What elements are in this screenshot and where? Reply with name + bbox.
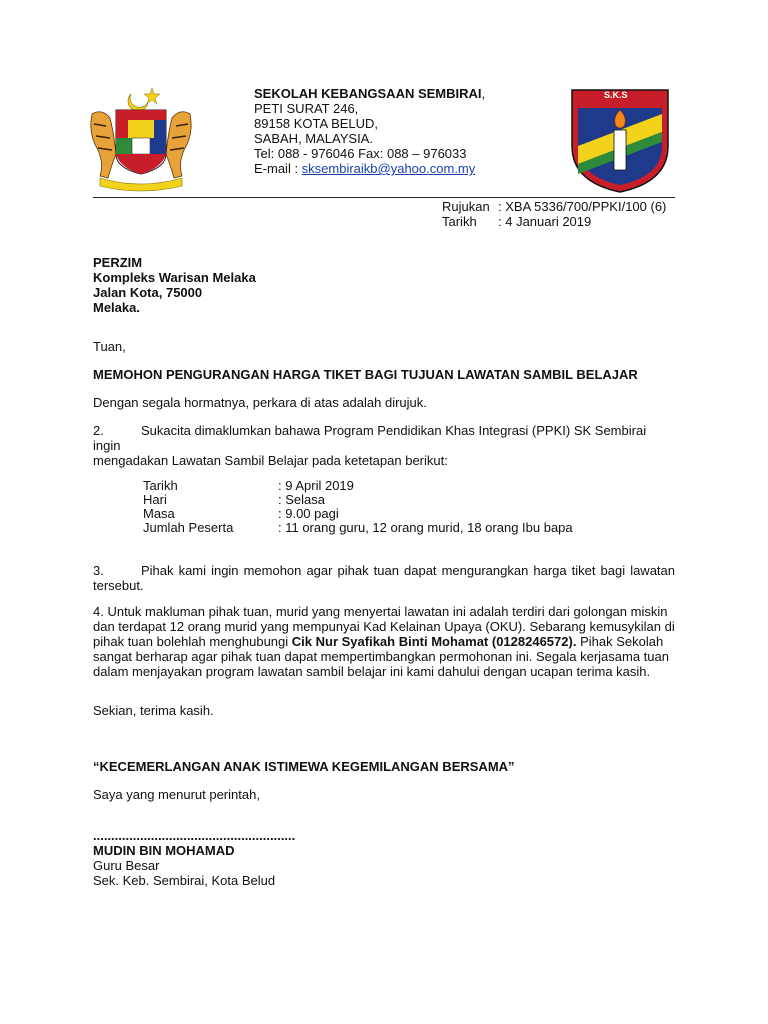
detail-row — [143, 479, 573, 493]
detail-value: : 9 April 2019 — [278, 478, 354, 493]
detail-row — [143, 507, 573, 521]
address-line-2: 89158 KOTA BELUD, — [254, 116, 379, 131]
paragraph-2 — [93, 423, 675, 468]
tarikh-value: : 4 Januari 2019 — [498, 214, 592, 229]
school-letterhead — [254, 86, 485, 176]
email-label: E-mail : — [254, 161, 302, 176]
school-logo-initials: S.K.S — [604, 90, 628, 100]
paragraph-3-number: 3. — [93, 563, 104, 578]
rujukan-value: : XBA 5336/700/PPKI/100 (6) — [498, 199, 667, 214]
paragraph-3-line-1: Pihak kami ingin memohon agar pihak tuan dapat mengurangkan harga tiket bagi lawatan — [141, 563, 675, 578]
recipient-line-3: Jalan Kota, 75000 — [93, 285, 203, 300]
event-details — [143, 479, 573, 535]
detail-label: Tarikh — [143, 478, 178, 493]
signatory-title: Guru Besar — [93, 858, 160, 873]
paragraph-4-line-2: dan terdapat 12 orang murid yang mempunyai Kad Kelainan Upaya (OKU). Sebarang kemusykilan di — [93, 619, 675, 634]
paragraph-2-line-1: Sukacita dimaklumkan bahawa Program Pendidikan Khas Integrasi (PPKI) SK Sembirai ingin — [93, 423, 647, 453]
detail-value: : 11 orang guru, 12 orang murid, 18 orang Ibu bapa — [278, 520, 573, 535]
letter-subject: MEMOHON PENGURANGAN HARGA TIKET BAGI TUJUAN LAWATAN SAMBIL BELAJAR — [93, 367, 638, 382]
detail-value: : 9.00 pagi — [278, 506, 339, 521]
email-link[interactable]: sksembiraikb@yahoo.com.my — [301, 161, 476, 176]
paragraph-3 — [93, 563, 675, 593]
recipient-line-1: PERZIM — [93, 255, 143, 270]
reference-block — [442, 199, 666, 229]
school-name: SEKOLAH KEBANGSAAN SEMBIRAI — [254, 86, 482, 101]
detail-label: Hari — [143, 492, 167, 507]
signatory-school: Sek. Keb. Sembirai, Kota Belud — [93, 873, 276, 888]
paragraph-4-line-3-post: Pihak Sekolah — [576, 634, 664, 649]
school-motto: “KECEMERLANGAN ANAK ISTIMEWA KEGEMILANGAN BERSAMA” — [93, 759, 515, 774]
address-line-1: PETI SURAT 246, — [254, 101, 359, 116]
recipient-line-2: Kompleks Warisan Melaka — [93, 270, 256, 285]
detail-label: Jumlah Peserta — [143, 520, 234, 535]
detail-row — [143, 493, 573, 507]
paragraph-2-number: 2. — [93, 423, 104, 438]
paragraph-2-line-2: mengadakan Lawatan Sambil Belajar pada ketetapan berikut: — [93, 453, 448, 468]
signatory-name: MUDIN BIN MOHAMAD — [93, 843, 235, 858]
paragraph-4-line-5: dalam menjayakan program lawatan sambil belajar ini kami dahului dengan ucapan terima kasih. — [93, 664, 651, 679]
closing-line: Sekian, terima kasih. — [93, 703, 214, 718]
phone-fax-line: Tel: 088 - 976046 Fax: 088 – 976033 — [254, 146, 467, 161]
email-line — [254, 161, 485, 176]
address-line-3: SABAH, MALAYSIA. — [254, 131, 373, 146]
detail-label: Masa — [143, 506, 175, 521]
school-name-suffix: , — [481, 86, 486, 101]
header-divider — [93, 197, 675, 198]
intro-paragraph: Dengan segala hormatnya, perkara di atas adalah dirujuk. — [93, 395, 427, 410]
detail-value: : Selasa — [278, 492, 325, 507]
salutation: Tuan, — [93, 339, 126, 354]
yours-faithfully: Saya yang menurut perintah, — [93, 787, 260, 802]
paragraph-4-line-4: sangat berharap agar pihak tuan dapat mempertimbangkan permohonan ini. Segala kerjasama tuan — [93, 649, 669, 664]
recipient-address — [93, 255, 256, 315]
coat-of-arms-logo — [86, 84, 196, 194]
recipient-line-4: Melaka. — [93, 300, 140, 315]
tarikh-label: Tarikh — [442, 214, 477, 229]
school-logo — [568, 86, 672, 194]
detail-row — [143, 521, 573, 535]
contact-person: Cik Nur Syafikah Binti Mohamat (0128246572). — [291, 634, 577, 649]
paragraph-4-line-3-pre: pihak tuan bolehlah menghubungi — [93, 634, 292, 649]
paragraph-4-line-1: 4. Untuk makluman pihak tuan, murid yang menyertai lawatan ini adalah terdiri dari golongan miskin — [93, 604, 668, 619]
rujukan-label: Rujukan — [442, 199, 490, 214]
paragraph-4 — [93, 604, 675, 679]
paragraph-3-line-2: tersebut. — [93, 578, 144, 593]
signature-block — [93, 828, 295, 888]
signature-dots: ........................................................ — [93, 828, 296, 843]
